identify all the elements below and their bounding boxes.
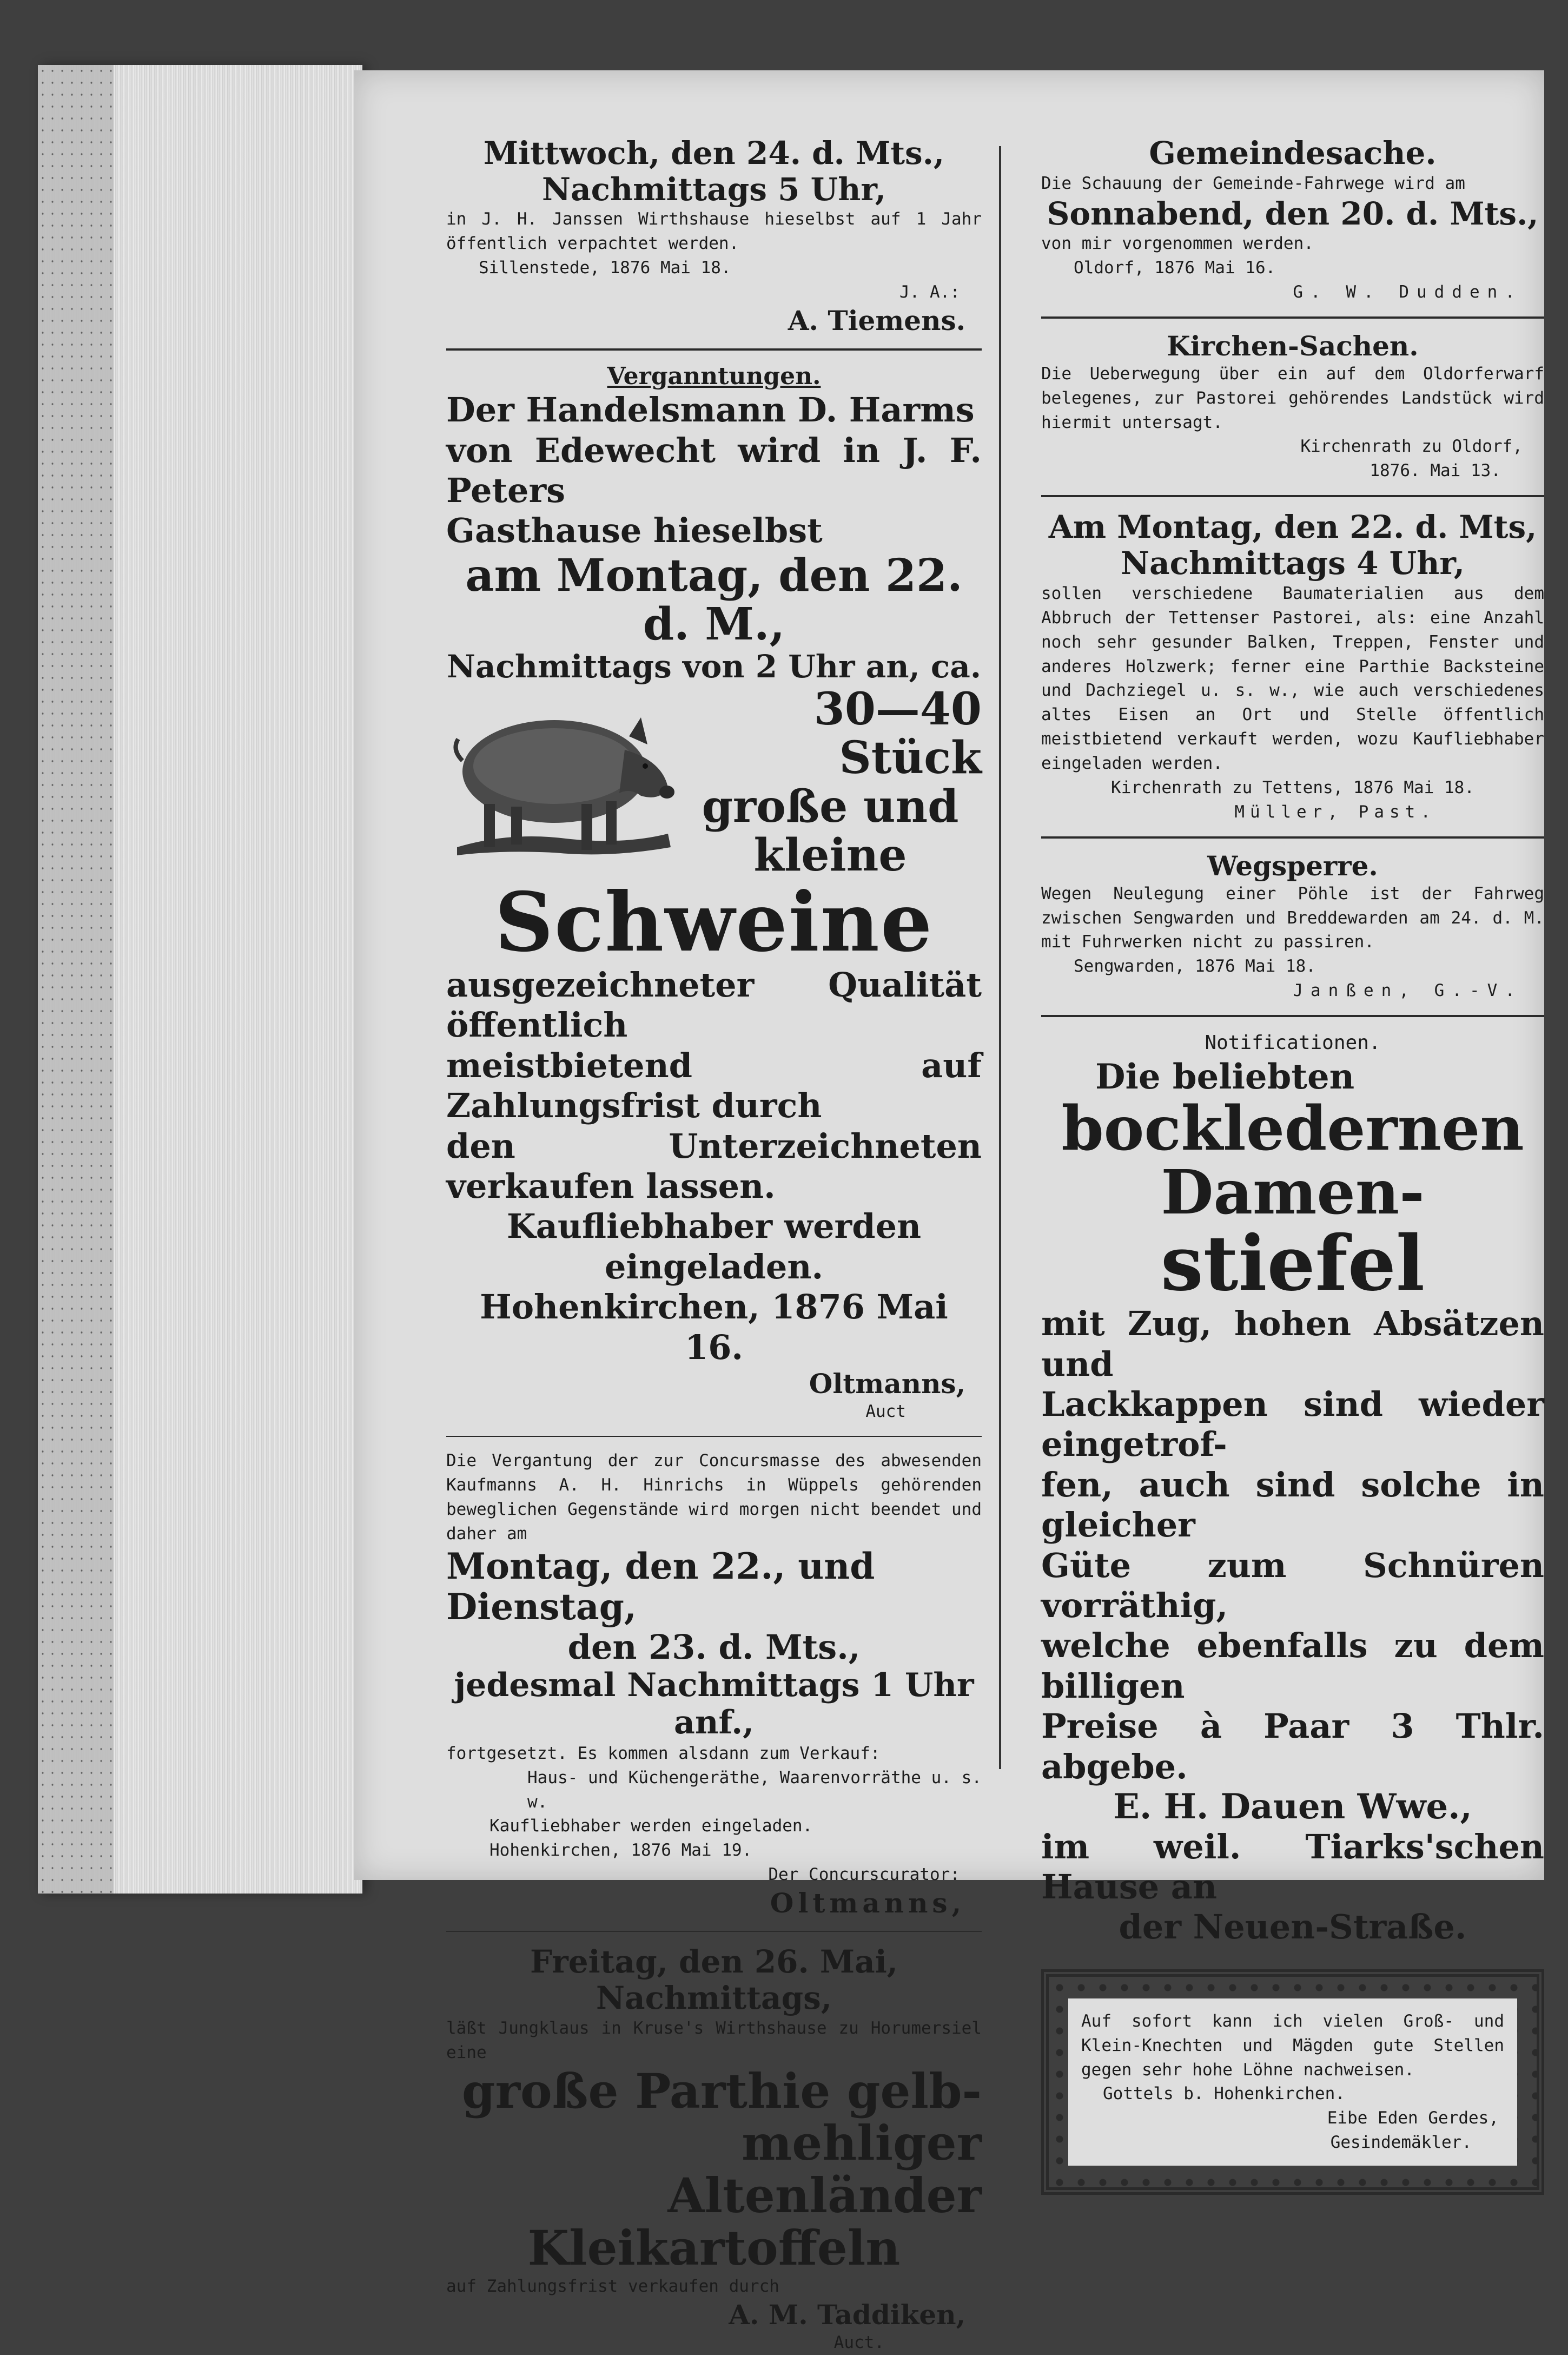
ad-body-line: Kaufliebhaber werden eingeladen. xyxy=(506,1206,922,1287)
ad-signature: Eibe Eden Gerdes, xyxy=(1327,2108,1499,2128)
ad-body: auf Zahlungsfrist verkaufen durch xyxy=(446,2276,779,2296)
ad-body-line: mit Zug, hohen Absätzen und xyxy=(1041,1304,1544,1384)
newspaper-page xyxy=(354,70,1544,2352)
pig-illustration xyxy=(446,685,679,863)
section-heading: Notificationen. xyxy=(1205,1032,1381,1054)
ad-gemeindesache xyxy=(1041,135,1544,305)
ad-time: jedesmal Nachmittags 1 Uhr anf., xyxy=(454,1666,974,1741)
ad-kirchen-sachen xyxy=(1041,331,1544,483)
section-heading: Wegsperre. xyxy=(1207,850,1378,882)
ad-signature: Oltmanns, xyxy=(809,1367,965,1400)
ad-role: Der Concurscurator: xyxy=(768,1865,960,1885)
ad-wegsperre xyxy=(1041,850,1544,1003)
ad-role: Auct. xyxy=(833,2332,884,2352)
pig-side-text xyxy=(679,685,982,880)
ad-kartoffeln xyxy=(446,1944,982,2354)
ad-address: der Neuen-Straße. xyxy=(1119,1907,1467,1947)
ad-signature: E. H. Dauen Wwe., xyxy=(1113,1786,1472,1827)
divider-rule xyxy=(446,1436,982,1437)
divider-rule xyxy=(446,348,982,351)
ad-intro: Die beliebten xyxy=(1095,1057,1355,1098)
ad-body: Die Vergantung der zur Concursmasse des abwesenden Kaufmanns A. H. Hinrichs in Wüppels gehörenden beweglichen Gegenstände wird morgen nicht beendet und daher am xyxy=(446,1450,982,1543)
ad-body-line: Güte zum Schnüren vorräthig, xyxy=(1041,1545,1544,1625)
ad-time-line: Nachmittags 5 Uhr, xyxy=(542,170,886,208)
ad-date: am Montag, den 22. d. M., xyxy=(465,549,963,650)
ad-body: läßt Jungklaus in Kruse's Wirthshause zu Horumersiel eine xyxy=(446,2018,982,2062)
ad-product: stiefel xyxy=(1160,1219,1425,1309)
ad-concurs xyxy=(446,1449,982,1919)
ad-signature: Oltmanns, xyxy=(770,1887,965,1919)
ad-signature: Müller, Past. xyxy=(1234,802,1436,822)
ad-schweine xyxy=(446,362,982,1424)
section-heading: Kirchen-Sachen. xyxy=(1167,330,1419,362)
ad-gesinde xyxy=(1068,1998,1517,2166)
ad-items: Haus- und Küchengeräthe, Waarenvorräthe u. s. w. xyxy=(527,1767,982,1812)
ad-date-line: Mittwoch, den 24. d. Mts., xyxy=(483,135,945,171)
ad-line: von Edewecht wird in J. F. Peters xyxy=(446,430,982,510)
ad-baumaterialien xyxy=(1041,509,1544,824)
ad-signature: A. M. Taddiken, xyxy=(729,2298,965,2331)
ad-place-date: Hohenkirchen, 1876 Mai 19. xyxy=(489,1841,752,1861)
ad-date-line: Freitag, den 26. Mai, xyxy=(530,1943,898,1981)
ad-signature: Janßen, G.-V. xyxy=(1293,981,1523,1001)
ad-body-line: fen, auch sind solche in gleicher xyxy=(1041,1465,1544,1545)
ad-body-line: Lackkappen sind wieder eingetrof- xyxy=(1041,1384,1544,1465)
ad-date: Sonnabend, den 20. d. Mts., xyxy=(1047,195,1539,232)
ad-count: 30—40 Stück xyxy=(813,683,982,784)
divider-rule xyxy=(1041,836,1544,839)
ad-time-line: Nachmittags 4 Uhr, xyxy=(1121,545,1465,582)
ad-body: sollen verschiedene Baumaterialien aus dem Abbruch der Tettenser Pastorei, als: eine Anzahl noch sehr gesunder Balken, Treppen, Fenster und anderes Holzwerk; ferner eine Parthie Backsteine und Dachziegel u. s. w., wie auch verschiedenes altes Eisen an Ort und Stelle öffentlich meistbietend verkauft werden, wozu Kaufliebhaber eingeladen werden. xyxy=(1041,583,1544,774)
ad-signature: A. Tiemens. xyxy=(788,305,965,337)
ad-place: Gottels b. Hohenkirchen. xyxy=(1103,2084,1345,2104)
ad-time: Nachmittags von 2 Uhr an, ca. xyxy=(446,648,982,685)
ad-place-date: Oldorf, 1876 Mai 16. xyxy=(1074,258,1276,278)
ad-place-date: Kirchenrath zu Tettens, 1876 Mai 18. xyxy=(1111,778,1474,798)
right-column xyxy=(1041,135,1544,2195)
divider-rule xyxy=(1041,316,1544,319)
ad-body-line: den Unterzeichneten verkaufen lassen. xyxy=(446,1126,982,1206)
ad-body: Wegen Neulegung einer Pöhle ist der Fahrweg zwischen Sengwarden und Breddewarden am 24. d. M. mit Fuhrwerken nicht zu passiren. xyxy=(1041,883,1544,952)
ad-place-date: Sillenstede, 1876 Mai 18. xyxy=(479,258,731,278)
ad-address: im weil. Tiarks'schen Hause an xyxy=(1041,1826,1544,1907)
ad-body: von mir vorgenommen werden. xyxy=(1041,234,1314,254)
ad-sillenstede xyxy=(446,135,982,337)
ad-date: den 23. d. Mts., xyxy=(567,1627,861,1667)
divider-rule xyxy=(446,1931,982,1932)
ad-line: Der Handelsmann D. Harms xyxy=(446,390,975,430)
ad-product: große Parthie gelb- xyxy=(462,2062,982,2119)
ad-size: kleine xyxy=(753,829,907,882)
ad-role: Auct xyxy=(865,1401,906,1421)
ad-place-date: Sengwarden, 1876 Mai 18. xyxy=(1074,956,1316,977)
ad-ia: J. A.: xyxy=(899,282,960,302)
ad-date: Montag, den 22., und Dienstag, xyxy=(446,1545,875,1628)
column-divider xyxy=(999,146,1001,1769)
ad-body-line: welche ebenfalls zu dem billigen xyxy=(1041,1626,1544,1706)
ad-item-title: Schweine xyxy=(494,874,934,970)
divider-rule xyxy=(1041,495,1544,497)
ad-damenstiefel xyxy=(1041,1029,1544,1947)
ad-body: fortgesetzt. Es kommen alsdann zum Verkauf: xyxy=(446,1743,881,1763)
ad-place-date: Hohenkirchen, 1876 Mai 16. xyxy=(480,1287,948,1367)
ad-body: Auf sofort kann ich vielen Groß- und Klein-Knechten und Mägden gute Stellen gegen sehr hohe Löhne nachweisen. xyxy=(1081,2011,1504,2080)
book-edge-speckle xyxy=(38,65,114,1894)
ad-body-line: Preise à Paar 3 Thlr. abgebe. xyxy=(1041,1706,1544,1786)
divider-rule xyxy=(1041,1015,1544,1017)
ad-body-line: ausgezeichneter Qualität öffentlich xyxy=(446,965,982,1045)
ad-size: große und xyxy=(702,781,959,833)
ornamental-frame xyxy=(1041,1969,1544,2195)
ad-date: 1876. Mai 13. xyxy=(1369,461,1501,481)
ad-body: Die Schauung der Gemeinde-Fahrwege wird am xyxy=(1041,173,1465,193)
ad-product: mehliger Altenländer xyxy=(667,2115,982,2224)
ad-invite: Kaufliebhaber werden eingeladen. xyxy=(489,1816,813,1836)
ad-signature: G. W. Dudden. xyxy=(1293,282,1523,302)
ad-body: Die Ueberwegung über ein auf dem Oldorferwarf belegenes, zur Pastorei gehörendes Landstück wird hiermit untersagt. xyxy=(1041,364,1544,432)
ad-product: bockledernen Damen- xyxy=(1061,1093,1524,1228)
ad-line: Gasthause hieselbst xyxy=(446,511,823,551)
ad-date-line: Am Montag, den 22. d. Mts, xyxy=(1048,509,1537,546)
ad-role: Gesindemäkler. xyxy=(1330,2133,1472,2153)
pig-block xyxy=(446,685,982,880)
section-heading: Gemeindesache. xyxy=(1149,135,1437,171)
ad-body-line: meistbietend auf Zahlungsfrist durch xyxy=(446,1045,982,1126)
left-column xyxy=(446,135,982,2355)
ad-product: Kleikartoffeln xyxy=(527,2219,901,2276)
ad-signature: Kirchenrath zu Oldorf, xyxy=(1300,437,1523,457)
ad-body: in J. H. Janssen Wirthshause hieselbst auf 1 Jahr öffentlich verpachtet werden. xyxy=(446,209,982,254)
ad-time-line: Nachmittags, xyxy=(596,1979,832,2016)
section-heading: Verganntungen. xyxy=(607,362,821,391)
